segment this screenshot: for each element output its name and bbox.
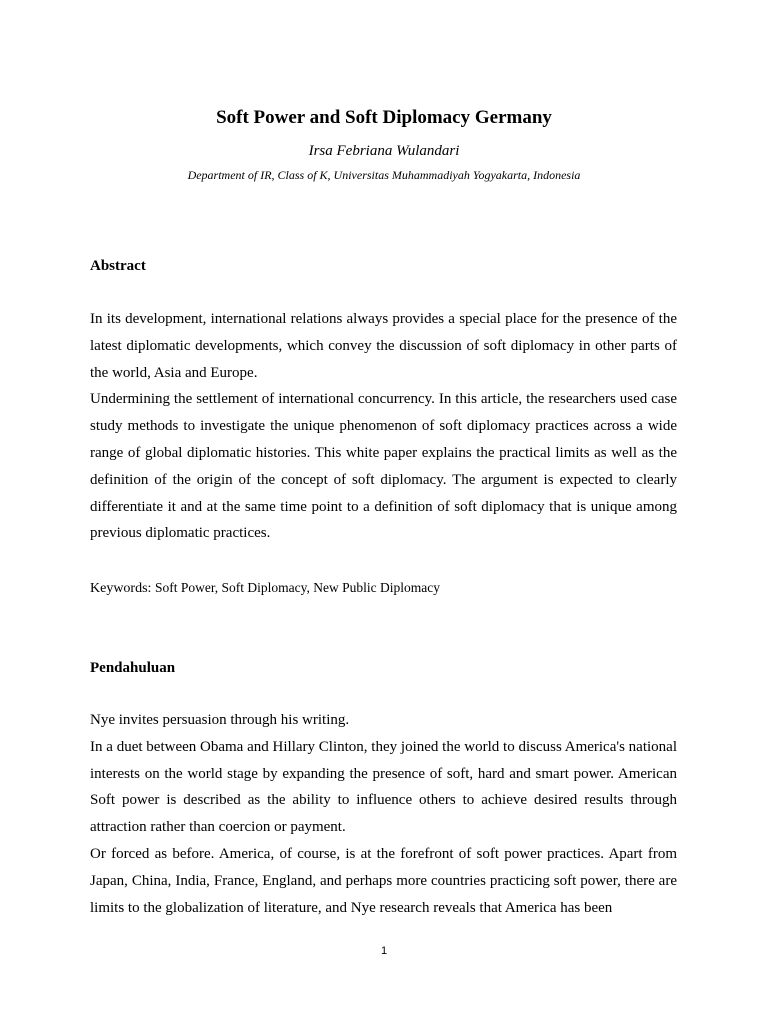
introduction-paragraph: Or forced as before. America, of course, is at the forefront of soft power practices. Apart from Japan, China, India, France, England, and perhaps more countries practicing soft power, there are limits to the globalization of literature, and Nye research reveals that America has been xyxy=(90,845,677,916)
introduction-body xyxy=(90,707,677,921)
keywords-values: Soft Power, Soft Diplomacy, New Public Diplomacy xyxy=(154,580,440,595)
introduction-paragraph: In a duet between Obama and Hillary Clinton, they joined the world to discuss America's national interests on the world stage by expanding the presence of soft, hard and smart power. American Soft power is described as the ability to influence others to achieve desired results through attraction rather than coercion or payment. xyxy=(90,738,677,836)
page-number: 1 xyxy=(380,945,388,957)
keywords-line xyxy=(90,578,440,599)
abstract-body xyxy=(90,306,677,547)
author-affiliation: Department of IR, Class of K, Universitas Muhammadiyah Yogyakarta, Indonesia xyxy=(187,168,581,182)
abstract-heading: Abstract xyxy=(90,258,146,274)
paper-title: Soft Power and Soft Diplomacy Germany xyxy=(216,107,552,128)
keywords-label: Keywords: xyxy=(90,581,152,596)
abstract-paragraph: In its development, international relations always provides a special place for the presence of the latest diplomatic developments, which convey the discussion of soft diplomacy in other parts of the world, Asia and Europe. xyxy=(90,311,677,381)
introduction-paragraph: Nye invites persuasion through his writing. xyxy=(90,712,350,728)
abstract-paragraph: Undermining the settlement of international concurrency. In this article, the researchers used case study methods to investigate the unique phenomenon of soft diplomacy practices across a wide range of global diplomatic histories. This white paper explains the practical limits as well as the definition of the origin of the concept of soft diplomacy. The argument is expected to clearly differentiate it and at the same time point to a definition of soft diplomacy that is unique among previous diplomatic practices. xyxy=(90,391,677,542)
author-name: Irsa Febriana Wulandari xyxy=(308,143,460,159)
introduction-heading: Pendahuluan xyxy=(90,660,176,676)
